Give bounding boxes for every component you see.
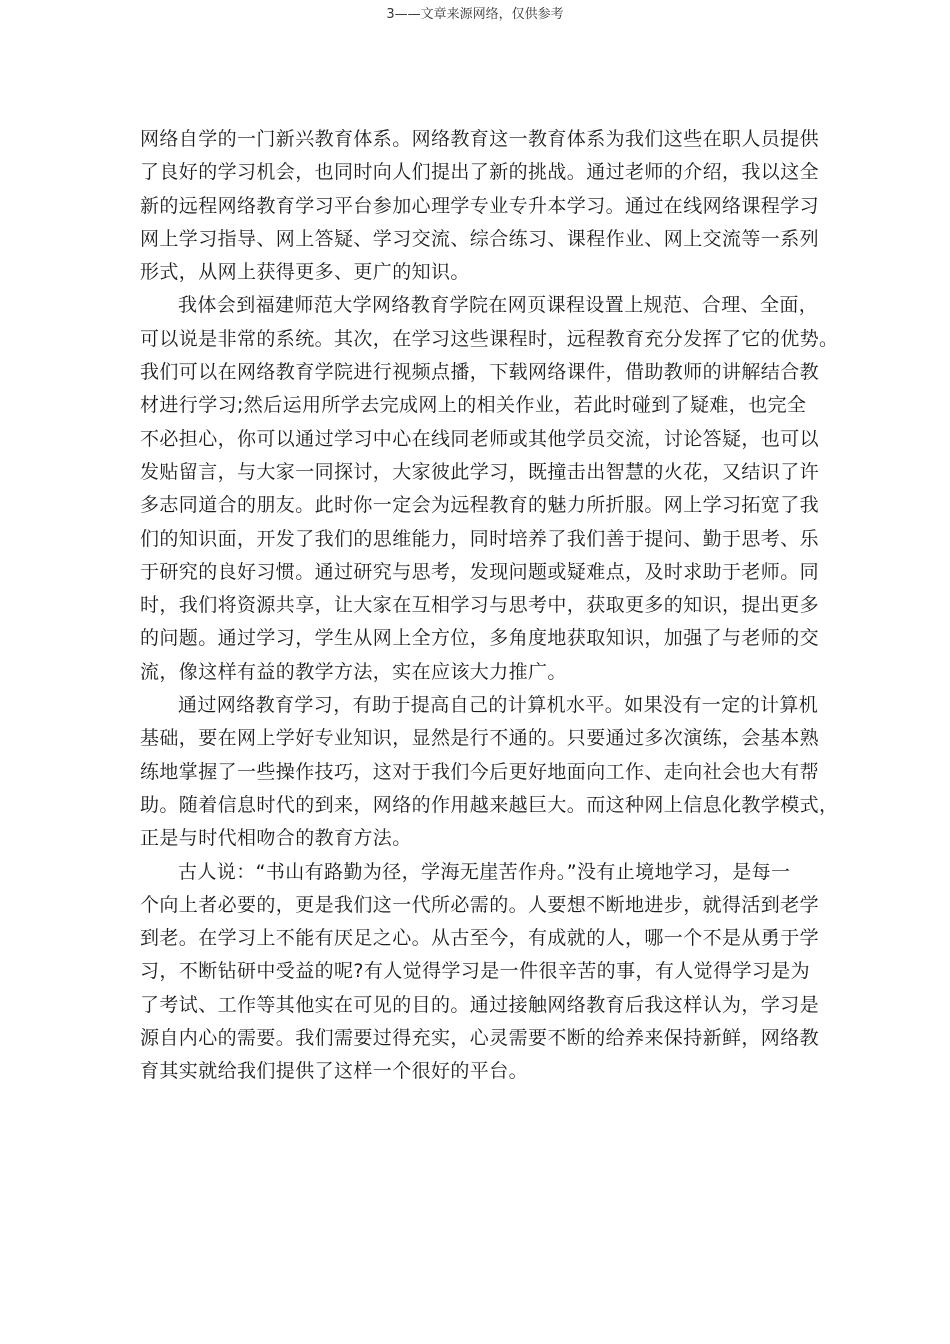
- body-line: 基础，要在网上学好专业知识，显然是行不通的。只要通过多次演练，会基本熟: [140, 727, 820, 750]
- page-header: 3——文章来源网络，仅供参考: [386, 7, 564, 22]
- body-line: 可以说是非常的系统。其次，在学习这些课程时，远程教育充分发挥了它的优势。: [140, 327, 839, 350]
- body-line: 育其实就给我们提供了这样一个很好的平台。: [140, 1060, 529, 1083]
- document-body: [140, 123, 839, 1089]
- body-line: 个向上者必要的，更是我们这一代所必需的。人要想不断地进步，就得活到老学: [140, 893, 820, 916]
- body-line: 新的远程网络教育学习平台参加心理学专业专升本学习。通过在线网络课程学习: [140, 194, 820, 217]
- body-line: 习，不断钻研中受益的呢?有人觉得学习是一件很辛苦的事，有人觉得学习是为: [140, 960, 811, 983]
- paragraph-first-line: 通过网络教育学习，有助于提高自己的计算机水平。如果没有一定的计算机: [178, 694, 819, 717]
- body-line: 了考试、工作等其他实在可见的目的。通过接触网络教育后我这样认为，学习是: [140, 993, 820, 1016]
- body-line: 时，我们将资源共享，让大家在互相学习与思考中，获取更多的知识，提出更多: [140, 594, 820, 617]
- paragraph-first-line: 古人说：“书山有路勤为径，学海无崖苦作舟。”没有止境地学习，是每一: [178, 860, 791, 883]
- body-line: 流，像这样有益的教学方法，实在应该大力推广。: [140, 660, 567, 683]
- paragraph-first-line: 我体会到福建师范大学网络教育学院在网页课程设置上规范、合理、全面，: [178, 294, 819, 317]
- body-line: 多志同道合的朋友。此时你一定会为远程教育的魅力所折服。网上学习拓宽了我: [140, 494, 820, 517]
- body-line: 助。随着信息时代的到来，网络的作用越来越巨大。而这种网上信息化教学模式，: [140, 793, 839, 816]
- body-line: 不必担心，你可以通过学习中心在线同老师或其他学员交流，讨论答疑，也可以: [140, 427, 820, 450]
- body-line: 们的知识面，开发了我们的思维能力，同时培养了我们善于提问、勤于思考、乐: [140, 527, 820, 550]
- body-line: 发贴留言，与大家一同探讨，大家彼此学习，既撞击出智慧的火花，又结识了许: [140, 460, 820, 483]
- body-line: 了良好的学习机会，也同时向人们提出了新的挑战。通过老师的介绍，我以这全: [140, 161, 820, 184]
- body-line: 网上学习指导、网上答疑、学习交流、综合练习、课程作业、网上交流等一系列: [140, 227, 820, 250]
- body-line: 网络自学的一门新兴教育体系。网络教育这一教育体系为我们这些在职人员提供: [140, 128, 820, 150]
- body-line: 形式，从网上获得更多、更广的知识。: [140, 261, 470, 284]
- body-line: 我们可以在网络教育学院进行视频点播，下载网络课件，借助教师的讲解结合教: [140, 361, 820, 384]
- body-line: 材进行学习;然后运用所学去完成网上的相关作业，若此时碰到了疑难，也完全: [140, 394, 807, 417]
- body-line: 到老。在学习上不能有厌足之心。从古至今，有成就的人，哪一个不是从勇于学: [140, 927, 820, 950]
- body-line: 源自内心的需要。我们需要过得充实，心灵需要不断的给养来保持新鲜，网络教: [140, 1027, 820, 1050]
- body-line: 练地掌握了一些操作技巧，这对于我们今后更好地面向工作、走向社会也大有帮: [140, 760, 820, 783]
- body-line: 正是与时代相吻合的教育方法。: [140, 827, 412, 850]
- body-line: 的问题。通过学习，学生从网上全方位，多角度地获取知识，加强了与老师的交: [140, 627, 820, 650]
- body-line: 于研究的良好习惯。通过研究与思考，发现问题或疑难点，及时求助于老师。同: [140, 560, 820, 583]
